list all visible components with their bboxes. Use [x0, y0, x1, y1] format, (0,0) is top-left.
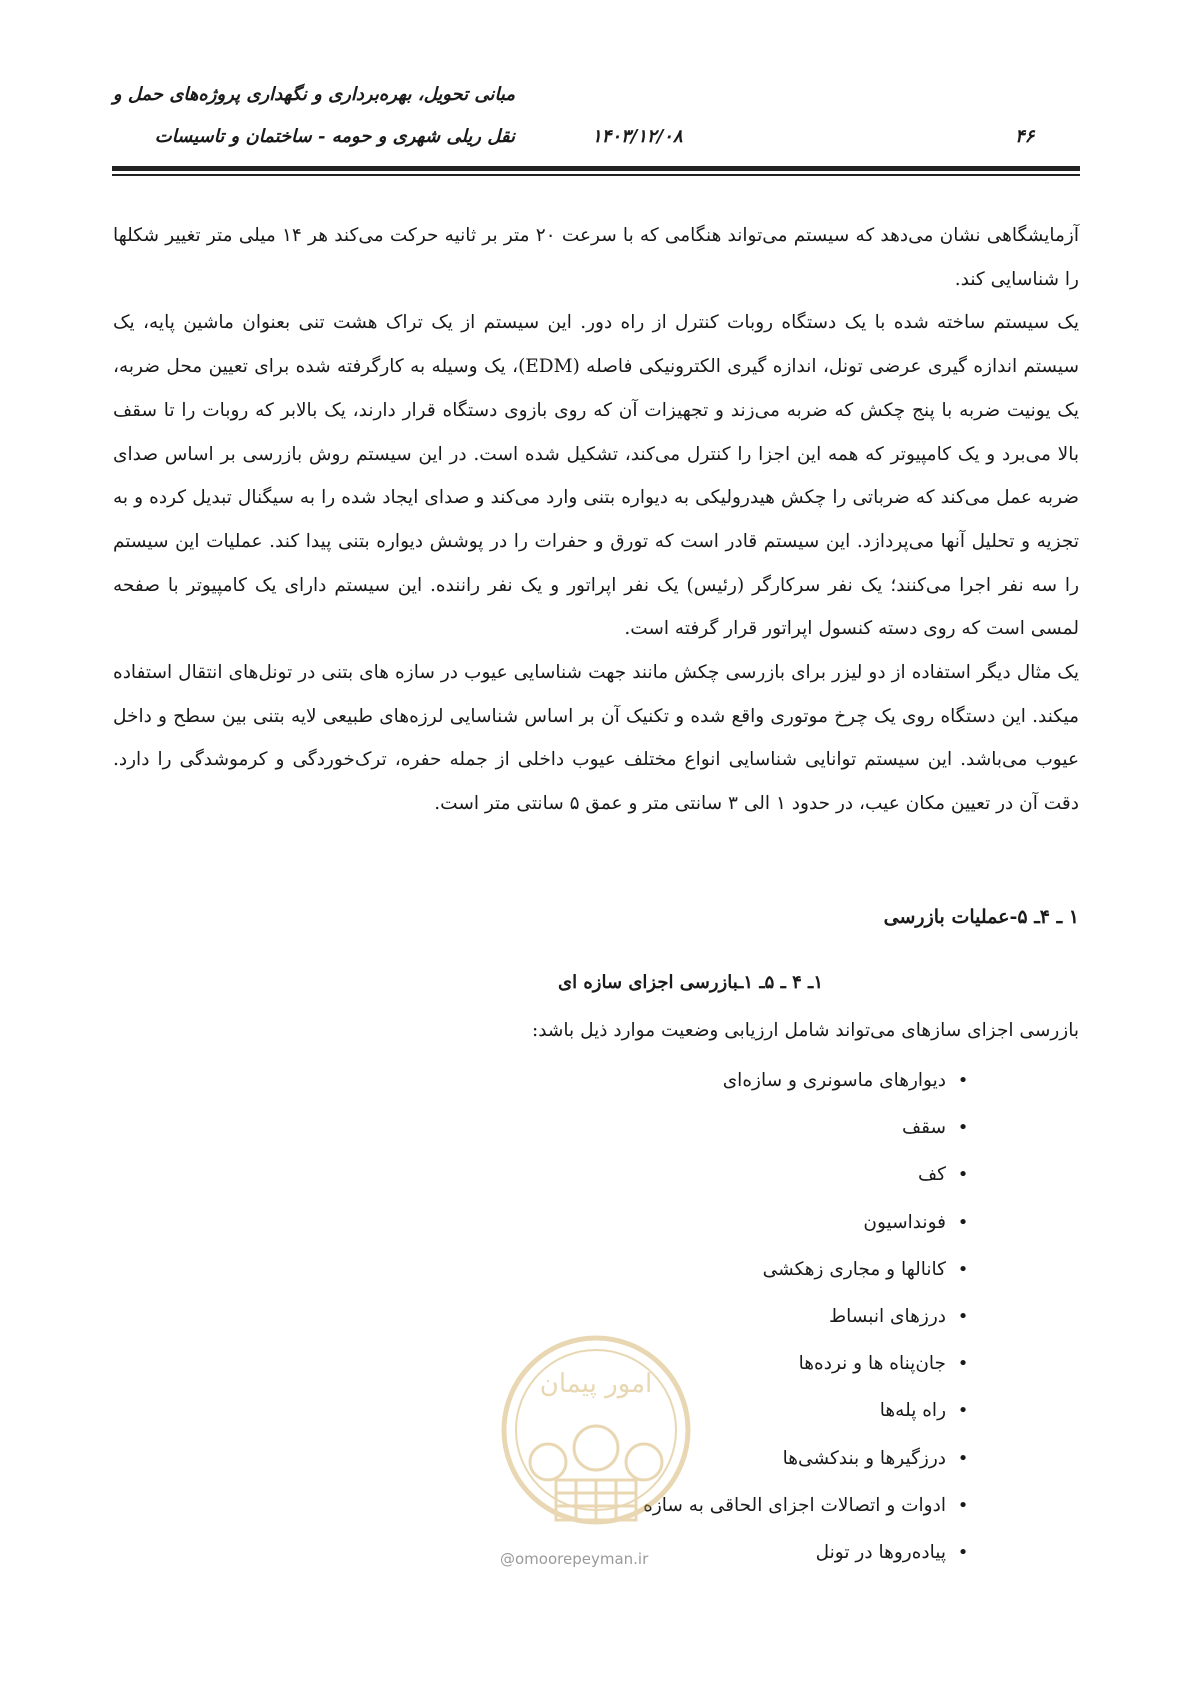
bullet-icon: •	[957, 1258, 969, 1280]
list-item	[500, 1113, 980, 1160]
list-item-text: کانالها و مجاری زهکشی	[762, 1258, 946, 1280]
bullet-icon: •	[957, 1070, 969, 1091]
list-item-text: پیاده‌روها در تونل	[815, 1541, 946, 1563]
paragraph-3: یک مثال دیگر استفاده از دو لیزر برای بازرسی چکش مانند جهت شناسایی عیوب در سازه های بتنی در تونل‌های انتقال استفاده میکند. این دستگاه روی یک چرخ موتوری واقع شده و تکنیک آن بر اساس شناسایی لرزه‌های طبیعی لایه بتنی بین سطح و داخل عیوب می‌باشد. این سیستم توانایی شناسایی انواع مختلف عیوب داخلی از جمله حفره، ترک‌خوردگی و کرموشدگی را دارد. دقت آن در تعیین مکان عیب، در حدود ۱ الی ۳ سانتی متر و عمق ۵ سانتی متر است.	[113, 662, 1079, 815]
header-title-line1: مبانی تحویل، بهره‌برداری و نگهداری پروژه‌های حمل و	[112, 84, 515, 105]
svg-text:امور پیمان: امور پیمان	[539, 1369, 653, 1399]
bullet-icon: •	[957, 1353, 969, 1375]
body-text	[113, 214, 1079, 826]
section-heading: ۱ ـ ۴ـ ۵-عملیات بازرسی	[883, 906, 1079, 928]
header-title-line2: نقل ریلی شهری و حومه - ساختمان و تاسیسات	[154, 126, 515, 147]
paragraph-2: یک سیستم ساخته شده با یک دستگاه روبات کنترل از راه دور. این سیستم از یک تراک هشت تنی بعنوان ماشین پایه، یک سیستم اندازه گیری عرضی تونل، اندازه گیری الکترونیکی فاصله (EDM)، یک وسیله به کارگرفته شده برای تعیین محل ضربه، یک یونیت ضربه با پنج چکش که ضربه می‌زند و تجهیزات آن که روی بازوی دستگاه قرار دارند، یک بالابر که روبات را تا سقف بالا می‌برد و یک کامپیوتر که همه این اجزا را کنترل می‌کند، تشکیل شده است. در این سیستم روش بازرسی بر اساس صدای ضربه عمل می‌کند که ضرباتی را چکش هیدرولیکی به دیواره بتنی وارد می‌کند و صدای ایجاد شده را به سیگنال تبدیل کرده و به تجزیه و تحلیل آنها می‌پردازد. این سیستم قادر است که تورق و حفرات را در پوشش دیواره بتنی پیدا کند. عملیات این سیستم را سه نفر اجرا می‌کنند؛ یک نفر سرکارگر (رئیس) یک نفر اپراتور و یک نفر راننده. این سیستم دارای یک کامپیوتر با صفحه لمسی است که روی دسته کنسول اپراتور قرار گرفته است.	[113, 312, 1079, 640]
bullet-icon: •	[957, 1541, 969, 1563]
bullet-icon: •	[957, 1164, 969, 1186]
header-rule-thick	[112, 166, 1080, 171]
list-item-text: درزگیرها و بندکشی‌ها	[782, 1447, 946, 1469]
bullet-icon: •	[957, 1447, 969, 1469]
list-intro: بازرسی اجزای سازهای می‌تواند شامل ارزیابی وضعیت موارد ذیل باشد:	[531, 1020, 1079, 1041]
list-item	[500, 1066, 980, 1113]
list-item	[500, 1255, 980, 1302]
bullet-icon: •	[957, 1494, 969, 1516]
list-item-text: جان‌پناه ها و نرده‌ها	[798, 1353, 946, 1375]
list-item-text: دیوارهای ماسونری و سازه‌ای	[722, 1070, 946, 1091]
subsection-heading: ۱ـ ۴ ـ ۵ـ ۱ـبازرسی اجزای سازه ای	[558, 972, 823, 993]
bullet-icon: •	[957, 1211, 969, 1233]
list-item-text: فونداسیون	[863, 1211, 946, 1233]
list-item-text: کف	[918, 1164, 946, 1186]
list-item-text: سقف	[901, 1117, 946, 1139]
watermark-url: @omoorepeyman.ir	[500, 1550, 649, 1568]
bullet-icon: •	[957, 1117, 969, 1139]
bullet-icon: •	[957, 1400, 969, 1422]
watermark-seal-logo	[486, 1330, 706, 1550]
page-number: ۴۶	[1015, 126, 1035, 147]
list-item	[500, 1208, 980, 1255]
header-rule-thin	[112, 174, 1080, 176]
list-item-text: ادوات و اتصالات اجزای الحاقی به سازه	[643, 1494, 946, 1516]
bullet-icon: •	[957, 1305, 969, 1327]
list-item-text: درزهای انبساط	[829, 1305, 946, 1327]
list-item-text: راه پله‌ها	[879, 1400, 946, 1422]
header-date: ۱۴۰۳/۱۲/۰۸	[592, 126, 683, 147]
list-item	[500, 1160, 980, 1207]
paragraph-1: آزمایشگاهی نشان می‌دهد که سیستم می‌تواند هنگامی که با سرعت ۲۰ متر بر ثانیه حرکت می‌کند هر ۱۴ میلی متر تغییر شکلها را شناسایی کند.	[113, 225, 1079, 290]
